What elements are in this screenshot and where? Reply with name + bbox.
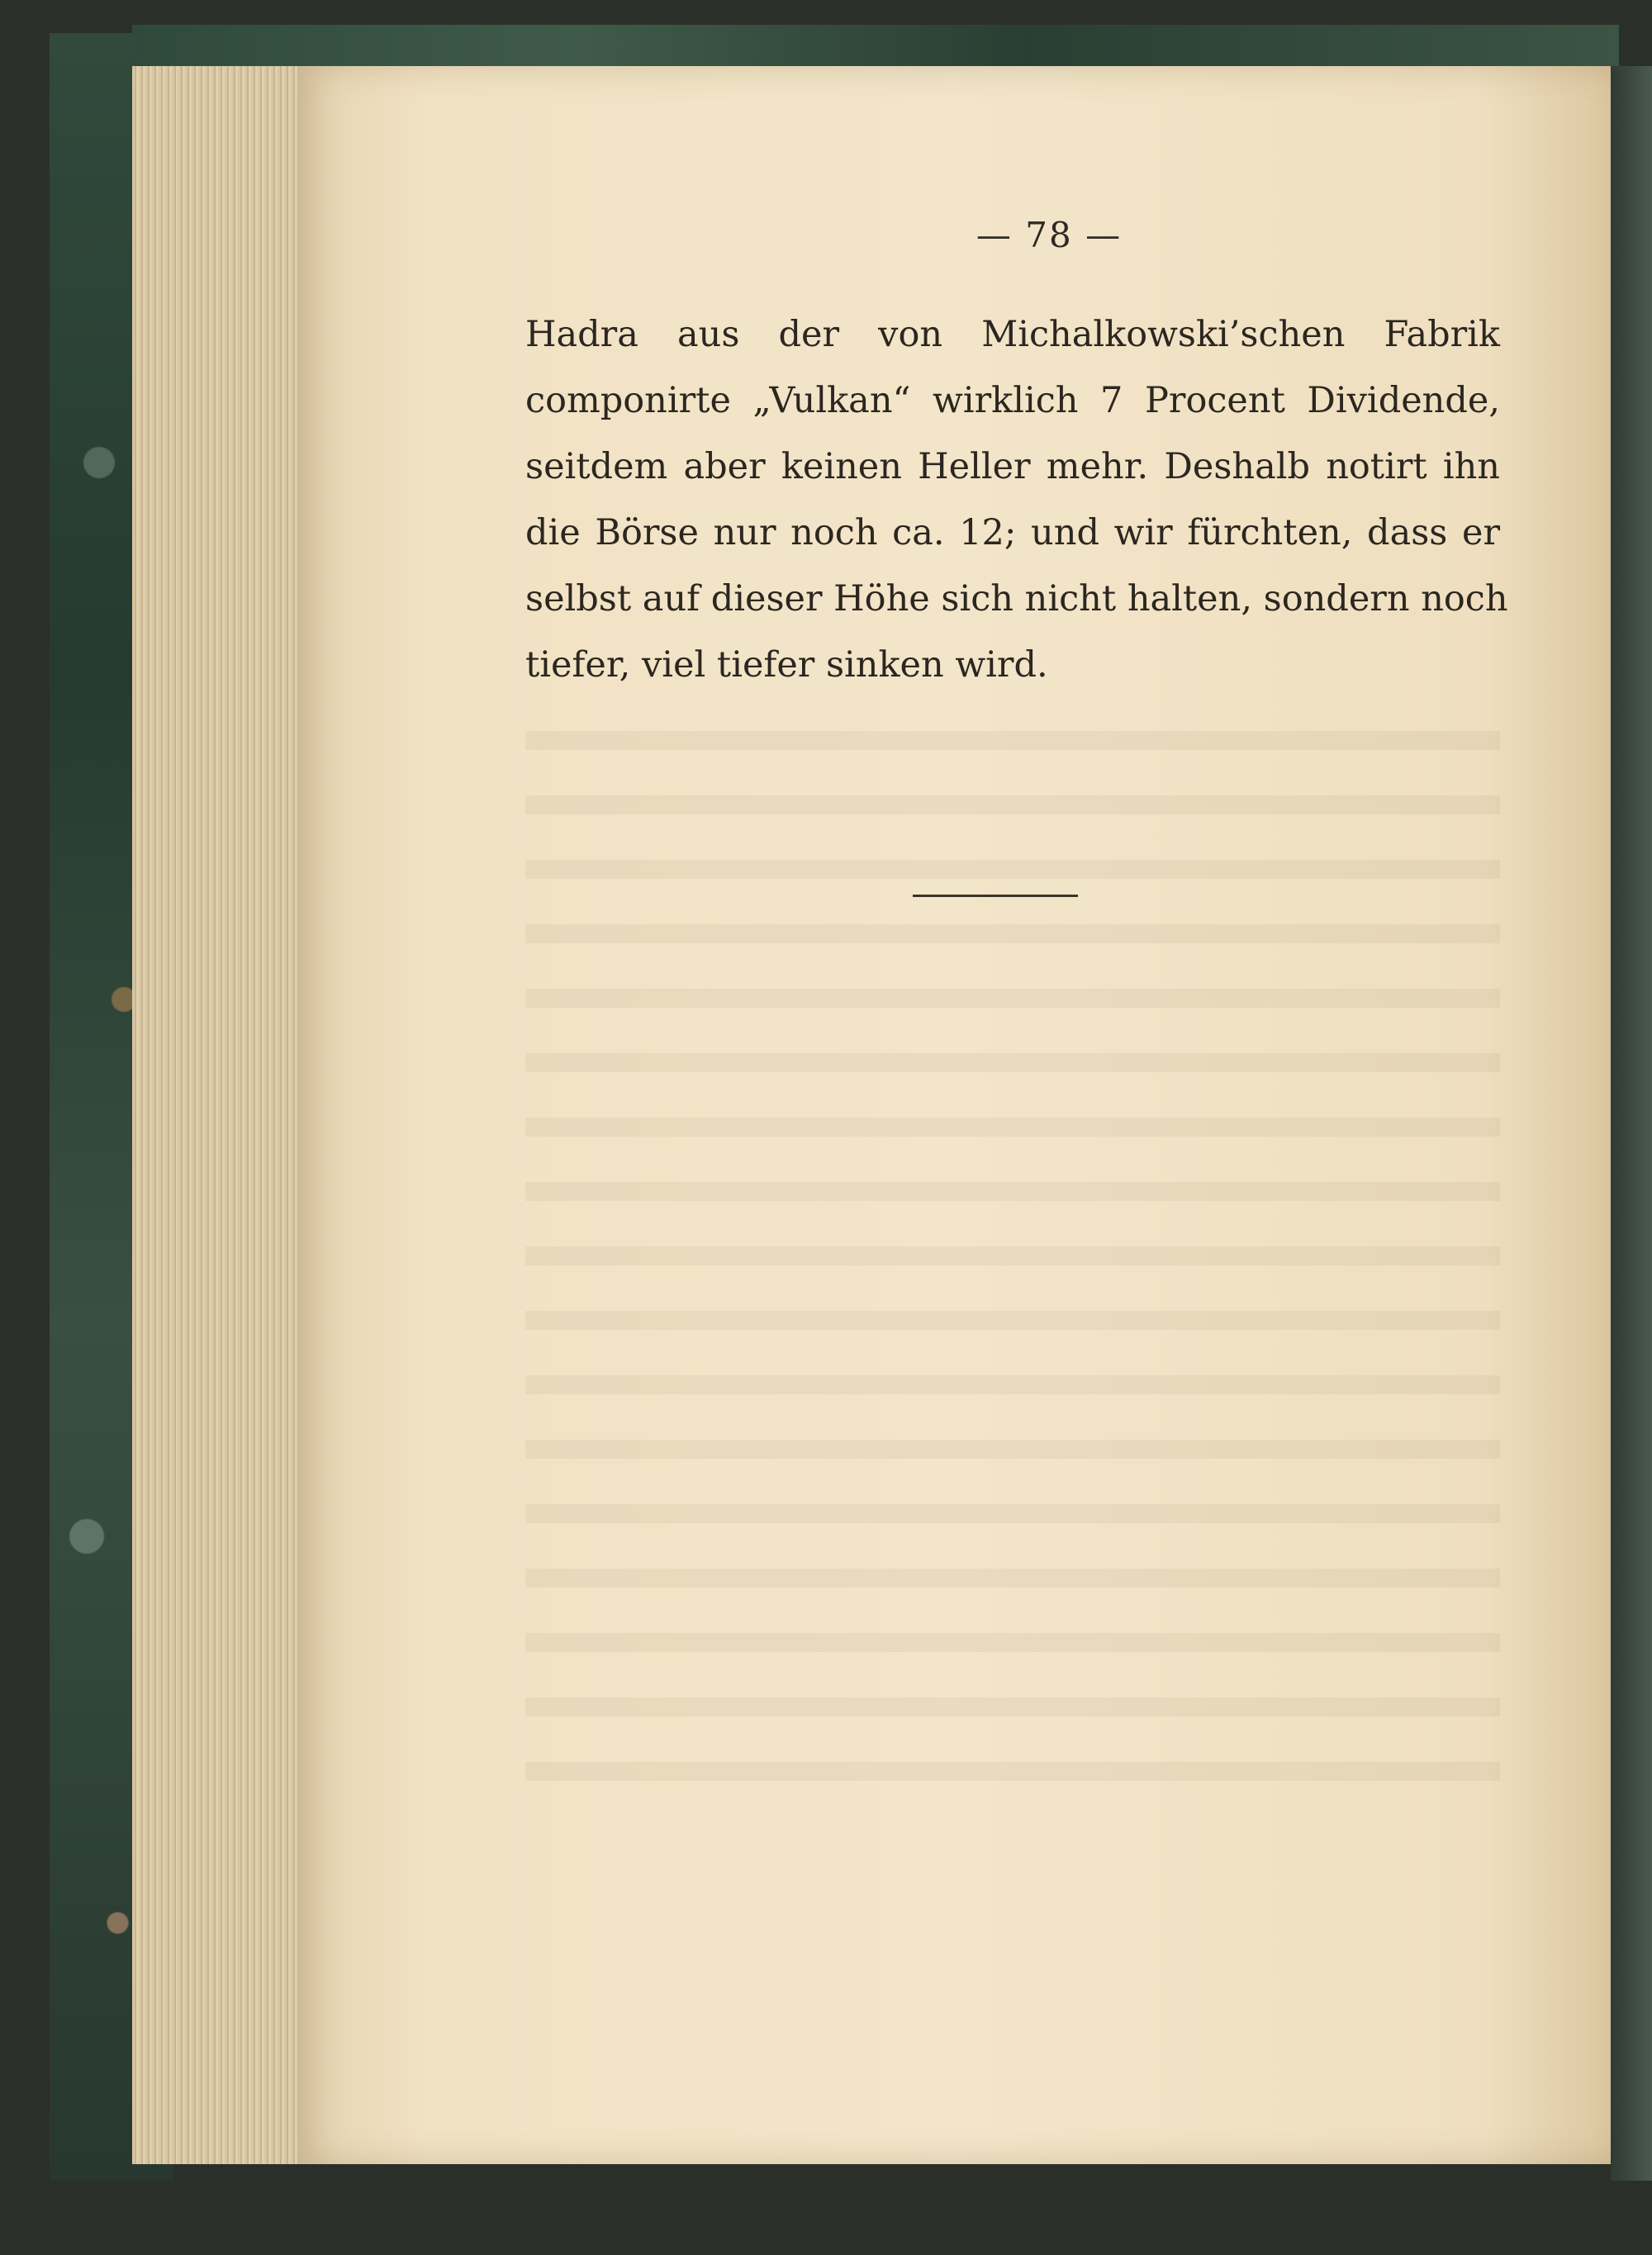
text-line: componirte „Vulkan“ wirklich 7 Procent Dividende,: [525, 380, 1500, 421]
page-number: — 78 —: [976, 215, 1123, 255]
page-edges: [132, 66, 306, 2164]
text-line: selbst auf dieser Höhe sich nicht halten, sondern noch: [525, 578, 1508, 620]
text-line: seitdem aber keinen Heller mehr. Deshalb notirt ihn: [525, 446, 1500, 487]
text-line: tiefer, viel tiefer sinken wird.: [525, 644, 1048, 686]
text-line: Hadra aus der von Michalkowski’schen Fabrik: [525, 314, 1500, 355]
body-text: [525, 301, 1508, 698]
section-divider-rule: [913, 895, 1078, 897]
text-line: die Börse nur noch ca. 12; und wir fürchten, dass er: [525, 512, 1500, 553]
verso-bleed-through: [525, 686, 1500, 1784]
right-board: [1611, 66, 1652, 2181]
